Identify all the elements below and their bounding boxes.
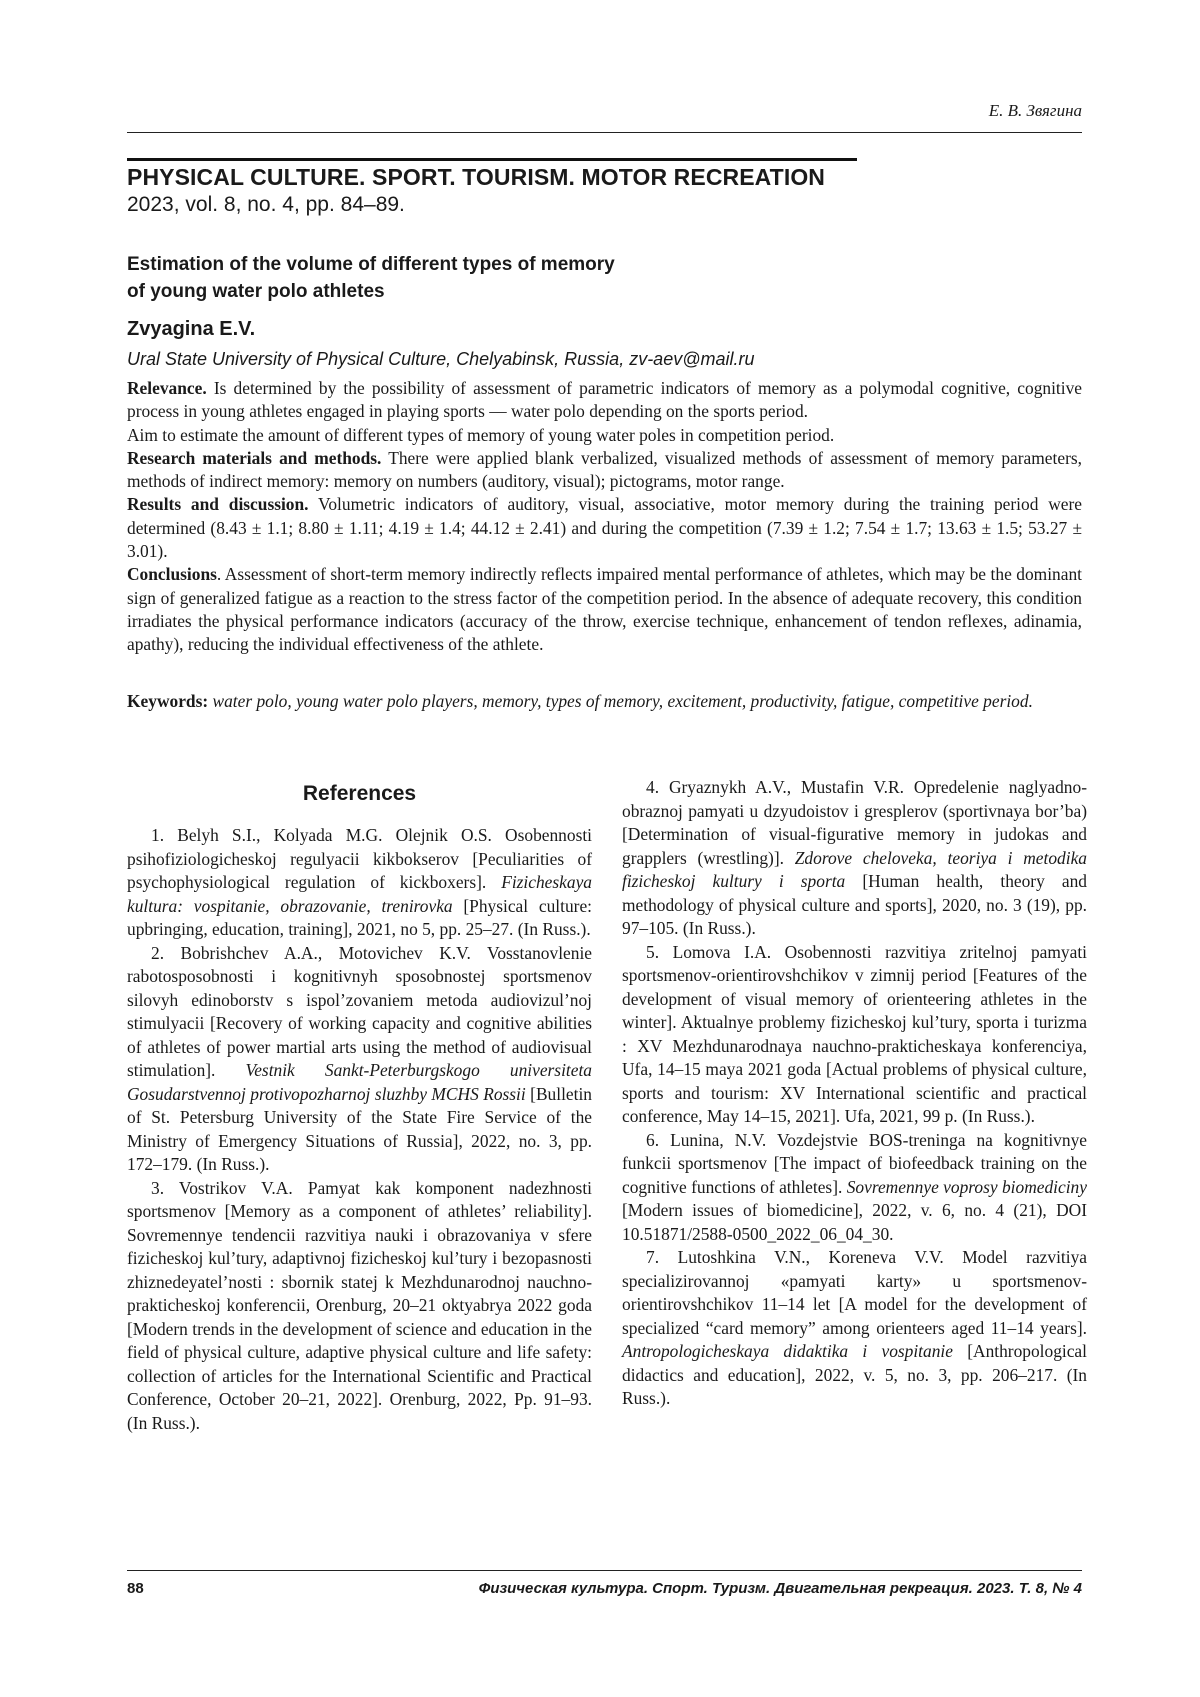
reference-item: 7. Lutoshkina V.N., Koreneva V.V. Model razvitiya specializirovannoj «pamyati karty» u sportsmenov-orientirovshchikov 11–14 let [A model for the development of specialized “card memory” among orienteers aged 11–14 years]. Antropologicheskaya didaktika i vospitanie [Anthropological didactics and education], 2022, v. 5, no. 3, pp. 206–217. (In Russ.). xyxy=(622,1247,1087,1408)
reference-item: 2. Bobrishchev A.A., Motovichev K.V. Vosstanovlenie rabotosposobnosti i kognitivnyh sposobnostej sportsmenov silovyh edinoborstv s ispol’zovaniem metoda audiovizul’noj stimulyacii [Recovery of working capacity and cognitive abilities of athletes of power martial arts using the method of audiovisual stimulation]. Vestnik Sankt-Peterburgskogo universiteta Gosudarstvennoj protivopozharnoj sluzhby MCHS Rossii [Bulletin of St. Petersburg University of the State Fire Service of the Ministry of Emergency Situations of Russia], 2022, no. 3, pp. 172–179. (In Russ.). xyxy=(127,942,592,1174)
keywords xyxy=(127,688,1082,714)
abstract-aim: Aim to estimate the amount of different types of memory of young water poles in competition period. xyxy=(127,424,835,445)
journal-title: PHYSICAL CULTURE. SPORT. TOURISM. MOTOR RECREATION xyxy=(127,164,826,190)
conclusions-text: . Assessment of short-term memory indirectly reflects impaired mental performance of athletes, which may be the dominant sign of generalized fatigue as a reaction to the stress factor of the competition period. In the absence of adequate recovery, this condition irradiates the physical performance indicators (accuracy of the throw, exercise technique, enhancement of tendon reflexes, adinamia, apathy), reducing the individual effectiveness of the athlete. xyxy=(127,564,1082,655)
reference-item: 3. Vostrikov V.A. Pamyat kak komponent nadezhnosti sportsmenov [Memory as a component of athletes’ reliability]. Sovremennye tendencii razvitiya nauki i obrazovaniya v sfere fizicheskoj kul’tury, adaptivnoj fizicheskoj kul’tury i bezopasnosti zhiznedeyatel’nosti : sbornik statej k Mezhdunarodnoj nauchno-prakticheskoj konferencii, Orenburg, 20–21 oktyabrya 2022 goda [Modern trends in the development of science and education in the field of physical culture, adaptive physical culture and life safety: collection of articles for the International Scientific and Practical Conference, October 20–21, 2022]. Orenburg, 2022, Pp. 91–93. (In Russ.). xyxy=(127,1177,592,1433)
page-number: 88 xyxy=(127,1580,144,1597)
journal-issue: 2023, vol. 8, no. 4, pp. 84–89. xyxy=(127,193,405,216)
journal-title-rule xyxy=(127,158,857,161)
abstract-relevance xyxy=(127,377,1082,424)
footer-rule xyxy=(127,1570,1082,1571)
relevance-text: Is determined by the possibility of assessment of parametric indicators of memory as a polymodal cognitive, cognitive process in young athletes engaged in playing sports — water polo depending on the sports period. xyxy=(127,378,1082,422)
references-column-left xyxy=(127,824,592,1435)
footer-journal-title: Физическая культура. Спорт. Туризм. Двигательная рекреация. 2023. Т. 8, № 4 xyxy=(478,1580,1082,1597)
results-text: Volumetric indicators of auditory, visual, associative, motor memory during the training period were determined (8.43 ± 1.1; 8.80 ± 1.11; 4.19 ± 1.4; 44.12 ± 2.41) and during the competition (7.39 ± 1.2; 7.54 ± 1.7; 13.63 ± 1.5; 53.27 ± 3.01). xyxy=(127,494,1082,562)
relevance-label: Relevance. xyxy=(127,378,207,398)
references-heading: References xyxy=(302,782,417,805)
abstract-methods xyxy=(127,447,1082,494)
methods-label: Research materials and methods. xyxy=(127,447,382,468)
methods-text: There were applied blank verbalized, visualized methods of assessment of memory parameters, methods of indirect memory: memory on numbers (auditory, visual); pictograms, motor range. xyxy=(127,447,1082,492)
keywords-text: water polo, young water polo players, memory, types of memory, excitement, productivity, fatigue, competitive period. xyxy=(208,691,1033,711)
abstract-conclusions xyxy=(127,563,1082,656)
abstract-results xyxy=(127,493,1082,563)
reference-item: 1. Belyh S.I., Kolyada M.G. Olejnik O.S. Osobennosti psihofiziologicheskoj regulyacii kikbokserov [Peculiarities of psychophysiological regulation of kickboxers]. Fizicheskaya kultura: vospitanie, obrazovanie, trenirovka [Physical culture: upbringing, education, training], 2021, no 5, pp. 25–27. (In Russ.). xyxy=(127,825,592,939)
reference-item: 6. Lunina, N.V. Vozdejstvie BOS-treninga na kognitivnye funkcii sportsmenov [The impact of biofeedback training on the cognitive functions of athletes]. Sovremennye voprosy biomediciny [Modern issues of biomedicine], 2022, v. 6, no. 4 (21), DOI 10.51871/2588-0500_2022_06_04_30. xyxy=(622,1129,1087,1244)
header-rule xyxy=(127,132,1082,133)
abstract xyxy=(127,377,1082,657)
reference-item: 4. Gryaznykh A.V., Mustafin V.R. Opredelenie naglyadno-obraznoj pamyati u dzyudoistov i gresplerov (sportivnaya bor’ba) [Determination of visual-figurative memory in judokas and grapplers (wrestling)]. Zdorove cheloveka, teoriya i metodika fizicheskoj kultury i sporta [Human health, theory and methodology of physical culture and sports], 2020, no. 3 (19), pp. 97–105. (In Russ.). xyxy=(622,777,1087,938)
article-title-line-1: Estimation of the volume of different types of memory xyxy=(127,254,615,275)
results-label: Results and discussion. xyxy=(127,494,309,515)
keywords-label: Keywords: xyxy=(127,691,209,711)
reference-item: 5. Lomova I.A. Osobennosti razvitiya zritelnoj pamyati sportsmenov-orientirovshchikov v zimnij period [Features of the development of visual memory of orienteering athletes in the winter]. Aktualnye problemy fizicheskoj kul’tury, sporta i turizma : XV Mezhdunarodnaya nauchno-prakticheskaya konferenciya, Ufa, 14–15 maya 2021 goda [Actual problems of physical culture, sports and tourism: XV International scientific and practical conference, May 14–15, 2021]. Ufa, 2021, 99 p. (In Russ.). xyxy=(622,941,1087,1126)
author-name: Zvyagina E.V. xyxy=(127,318,256,340)
article-title-line-2: of young water polo athletes xyxy=(127,281,385,302)
author-affiliation: Ural State University of Physical Culture, Chelyabinsk, Russia, zv-aev@mail.ru xyxy=(127,349,755,369)
references-column-right xyxy=(622,776,1087,1411)
article-title xyxy=(127,251,767,305)
running-head-author: Е. В. Звягина xyxy=(988,101,1082,120)
conclusions-label: Conclusions xyxy=(127,564,217,585)
